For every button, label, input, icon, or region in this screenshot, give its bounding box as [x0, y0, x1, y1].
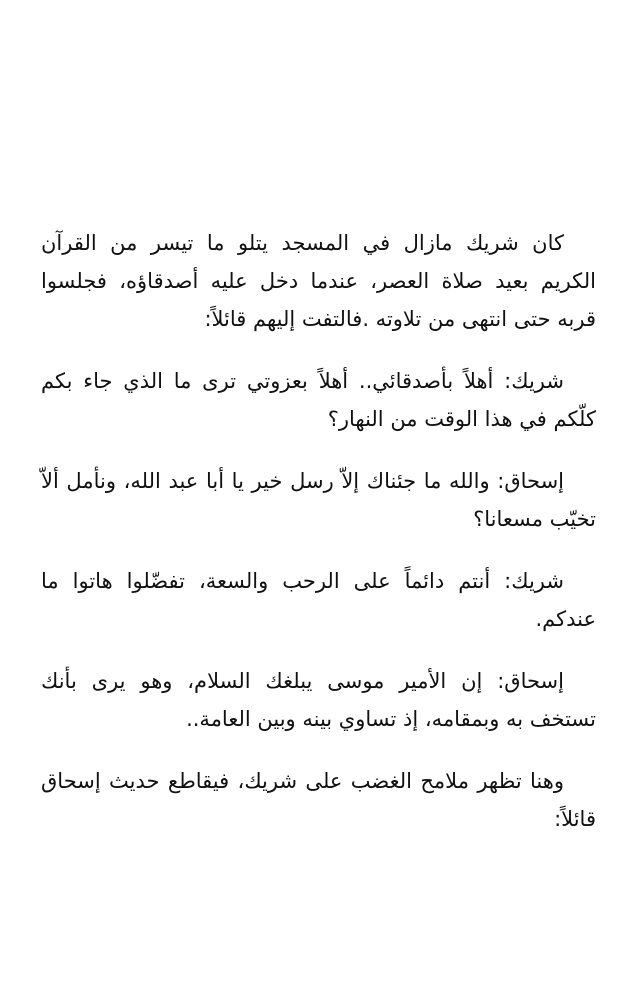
paragraph-dialogue-sharik-2: شريك: أنتم دائماً على الرحب والسعة، تفضّلوا هاتوا ما عندكم.	[41, 569, 596, 631]
paragraph-dialogue-sharik-1: شريك: أهلاً بأصدقائي.. أهلاً بعزوتي ترى ما الذي جاء بكم كلّكم في هذا الوقت من النهار؟	[41, 369, 596, 431]
paragraph-dialogue-ishaq-2: إسحاق: إن الأمير موسى يبلغك السلام، وهو يرى بأنك تستخف به وبمقامه، إذ تساوي بينه وبين العامة..	[41, 669, 596, 731]
paragraph-narration-1: كان شريك مازال في المسجد يتلو ما تيسر من القرآن الكريم بعيد صلاة العصر، عندما دخل عليه أصدقاؤه، فجلسوا قربه حتى انتهى من تلاوته .فالتفت إليهم قائلاً:	[41, 231, 596, 331]
paragraph-narration-2: وهنا تظهر ملامح الغضب على شريك، فيقاطع حديث إسحاق قائلاً:	[41, 769, 596, 831]
paragraph-dialogue-ishaq-1: إسحاق: والله ما جئناك إلاّ رسل خير يا أبا عبد الله، ونأمل ألاّ تخيّب مسعانا؟	[41, 469, 596, 531]
body-text	[41, 224, 596, 862]
